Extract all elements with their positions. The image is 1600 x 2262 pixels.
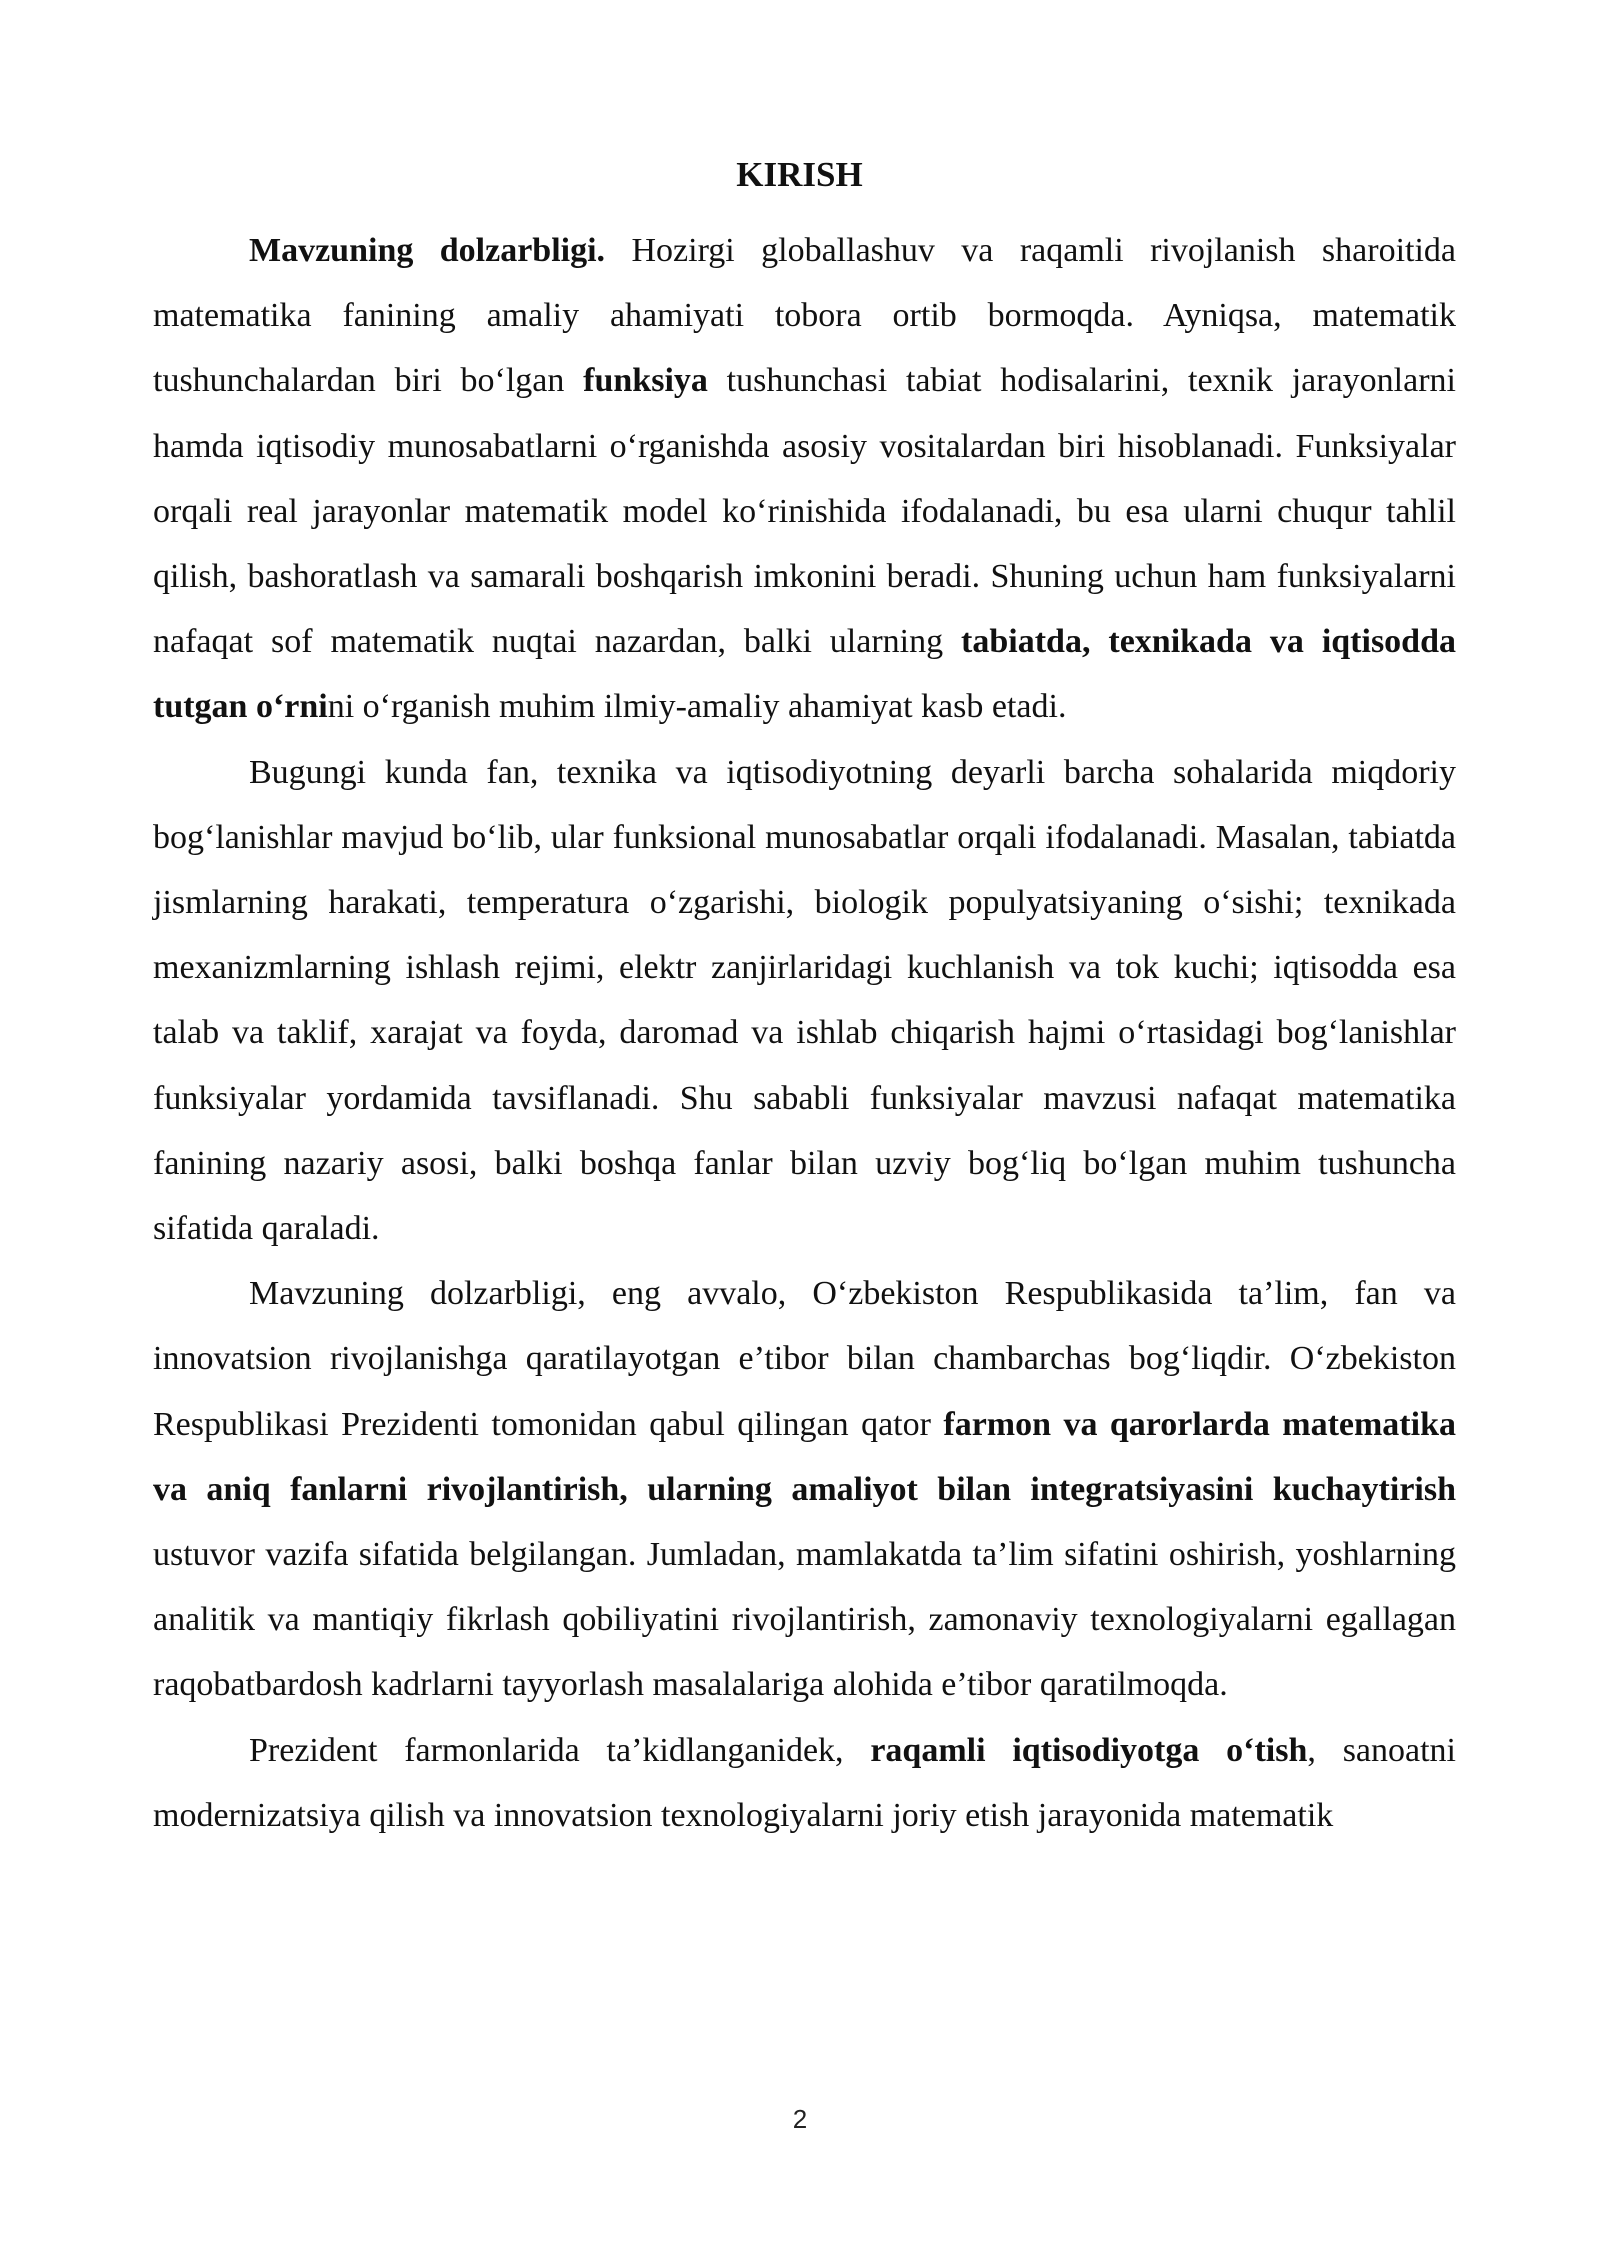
paragraph-1: [153, 218, 1456, 740]
text-run: ni o‘rganish muhim ilmiy-amaliy ahamiyat kasb etadi.: [327, 688, 1067, 726]
paragraph-4: [153, 1718, 1456, 1848]
text-run: Prezident farmonlarida ta’kidlanganidek,: [249, 1731, 871, 1769]
section-heading: KIRISH: [736, 155, 863, 194]
text-run: tushunchasi tabiat hodisalarini, texnik jarayonlarni hamda iqtisodiy munosabatlarni o‘rganishda asosiy vositalardan biri hisoblanadi. Funksiyalar orqali real jarayonlar matematik model ko‘rinishida ifodalanadi, bu esa ularni chuqur tahlil qilish, bashoratlash va samarali boshqarish imkonini beradi. Shuning uchun ham funksiyalarni nafaqat sof matematik nuqtai nazardan, balki ularning: [153, 362, 1456, 661]
bold-text: Mavzuning dolzarbligi.: [249, 232, 606, 269]
bold-text: funksiya: [583, 362, 708, 400]
paragraph-3: [153, 1261, 1456, 1717]
text-run: ustuvor vazifa sifatida belgilangan. Jumladan, mamlakatda ta’lim sifatini oshirish, yoshlarning analitik va mantiqiy fikrlash qobiliyatini rivojlantirish, zamonaviy texnologiyalarni egallagan raqobatbardosh kadrlarni tayyorlash masalalariga alohida e’tibor qaratilmoqda.: [153, 1536, 1456, 1704]
text-run: Mavzuning dolzarbligi, eng avvalo, O‘zbekiston Respublikasida ta’lim, fan va innovatsion rivojlanishga qaratilayotgan e’tibor bilan chambarchas bog‘liqdir. O‘zbekiston Respublikasi Prezidenti tomonidan qabul qilingan qator: [153, 1275, 1456, 1443]
body-text: [153, 218, 1456, 1848]
bold-text: farmon va qarorlarda matematika va aniq fanlarni rivojlantirish, ularning amaliyot bilan integratsiyasini kuchaytirish: [153, 1405, 1456, 1508]
document-page: [153, 150, 1456, 1848]
bold-text: raqamli iqtisodiyotga o‘tish: [870, 1731, 1308, 1769]
bold-text: tabiatda, texnikada va iqtisodda tutgan o‘rni: [153, 623, 1456, 726]
text-run: Bugungi kunda fan, texnika va iqtisodiyotning deyarli barcha sohalarida miqdoriy bog‘lanishlar mavjud bo‘lib, ular funksional munosabatlar orqali ifodalanadi. Masalan, tabiatda jismlarning harakati, temperatura o‘zgarishi, biologik populyatsiyaning o‘sishi; texnikada mexanizmlarning ishlash rejimi, elektr zanjirlaridagi kuchlanish va tok kuchi; iqtisodda esa talab va taklif, xarajat va foyda, daromad va ishlab chiqarish hajmi o‘rtasidagi bog‘lanishlar funksiyalar yordamida tavsiflanadi. Shu sababli funksiyalar mavzusi nafaqat matematika fanining nazariy asosi, balki boshqa fanlar bilan uzviy bog‘liq bo‘lgan muhim tushuncha sifatida qaraladi.: [153, 753, 1456, 1248]
text-run: Hozirgi globallashuv va raqamli rivojlanish sharoitida matematika fanining amaliy ahamiyati tobora ortib bormoqda. Ayniqsa, matematik tushunchalardan biri bo‘lgan: [153, 232, 1457, 400]
page-number: 2: [792, 2104, 808, 2134]
paragraph-2: [153, 740, 1456, 1262]
text-run: , sanoatni modernizatsiya qilish va innovatsion texnologiyalarni joriy etish jarayonida matematik: [153, 1731, 1457, 1834]
